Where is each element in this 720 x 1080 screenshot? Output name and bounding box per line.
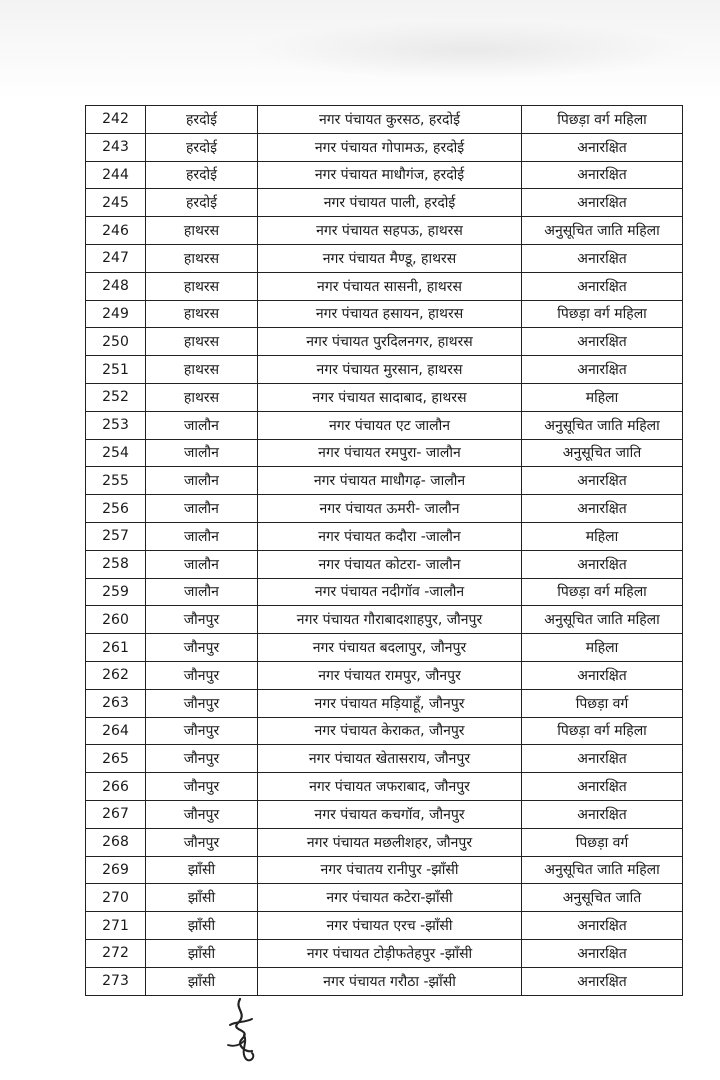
district-cell: जौनपुर (146, 689, 258, 717)
nagar-panchayat-cell: नगर पंचायत मुरसान, हाथरस (258, 356, 522, 384)
table-body (86, 106, 683, 996)
serial-number-cell: 254 (86, 439, 146, 467)
district-cell: झाँसी (146, 856, 258, 884)
table-row (86, 773, 683, 801)
nagar-panchayat-cell: नगर पंचायत कोटरा- जालौन (258, 550, 522, 578)
table-row (86, 439, 683, 467)
table-row (86, 912, 683, 940)
nagar-panchayat-cell: नगर पंचायत कचगॉव, जौनपुर (258, 800, 522, 828)
scan-header-smudge (0, 0, 720, 100)
district-cell: जालौन (146, 550, 258, 578)
table-row (86, 578, 683, 606)
district-cell: हरदोई (146, 106, 258, 134)
district-cell: जालौन (146, 467, 258, 495)
reservation-category-cell: अनारक्षित (522, 939, 683, 967)
nagar-panchayat-cell: नगर पंचायत रमपुरा- जालौन (258, 439, 522, 467)
reservation-category-cell: अनारक्षित (522, 272, 683, 300)
serial-number-cell: 258 (86, 550, 146, 578)
district-cell: जालौन (146, 495, 258, 523)
nagar-panchayat-cell: नगर पंचायत सादाबाद, हाथरस (258, 383, 522, 411)
reservation-category-cell: अनुसूचित जाति महिला (522, 606, 683, 634)
nagar-panchayat-cell: नगर पंचायत माधौगढ़- जालौन (258, 467, 522, 495)
nagar-panchayat-cell: नगर पंचातय रानीपुर -झाँसी (258, 856, 522, 884)
district-cell: जालौन (146, 522, 258, 550)
serial-number-cell: 242 (86, 106, 146, 134)
reservation-category-cell: अनारक्षित (522, 467, 683, 495)
nagar-panchayat-cell: नगर पंचायत जफराबाद, जौनपुर (258, 773, 522, 801)
table-row (86, 217, 683, 245)
reservation-category-cell: अनारक्षित (522, 495, 683, 523)
district-cell: जालौन (146, 439, 258, 467)
reservation-category-cell: अनारक्षित (522, 189, 683, 217)
serial-number-cell: 264 (86, 717, 146, 745)
table-row (86, 467, 683, 495)
table-row (86, 939, 683, 967)
reservation-category-cell: अनारक्षित (522, 244, 683, 272)
table-row (86, 522, 683, 550)
reservation-category-cell: पिछड़ा वर्ग महिला (522, 300, 683, 328)
nagar-panchayat-cell: नगर पंचायत माधौगंज, हरदोई (258, 161, 522, 189)
table-row (86, 606, 683, 634)
table-row (86, 161, 683, 189)
serial-number-cell: 251 (86, 356, 146, 384)
table-row (86, 189, 683, 217)
reservation-category-cell: पिछड़ा वर्ग महिला (522, 717, 683, 745)
table-row (86, 328, 683, 356)
serial-number-cell: 260 (86, 606, 146, 634)
nagar-panchayat-cell: नगर पंचायत कटेरा-झाँसी (258, 884, 522, 912)
district-cell: जालौन (146, 411, 258, 439)
serial-number-cell: 255 (86, 467, 146, 495)
reservation-category-cell: अनारक्षित (522, 773, 683, 801)
reservation-category-cell: अनारक्षित (522, 745, 683, 773)
reservation-category-cell: पिछड़ा वर्ग महिला (522, 578, 683, 606)
serial-number-cell: 243 (86, 133, 146, 161)
table-row (86, 717, 683, 745)
district-cell: हाथरस (146, 217, 258, 245)
serial-number-cell: 256 (86, 495, 146, 523)
handwritten-signature-icon (222, 995, 262, 1065)
nagar-panchayat-cell: नगर पंचायत पुरदिलनगर, हाथरस (258, 328, 522, 356)
serial-number-cell: 252 (86, 383, 146, 411)
serial-number-cell: 269 (86, 856, 146, 884)
serial-number-cell: 248 (86, 272, 146, 300)
nagar-panchayat-cell: नगर पंचायत ऊमरी- जालौन (258, 495, 522, 523)
reservation-category-cell: अनारक्षित (522, 661, 683, 689)
district-cell: झाँसी (146, 884, 258, 912)
serial-number-cell: 245 (86, 189, 146, 217)
table-row (86, 133, 683, 161)
reservation-category-cell: अनुसूचित जाति महिला (522, 856, 683, 884)
table-row (86, 383, 683, 411)
district-cell: जौनपुर (146, 606, 258, 634)
reservation-category-cell: अनारक्षित (522, 967, 683, 995)
serial-number-cell: 244 (86, 161, 146, 189)
reservation-category-cell: अनारक्षित (522, 912, 683, 940)
district-cell: जालौन (146, 578, 258, 606)
serial-number-cell: 257 (86, 522, 146, 550)
district-cell: हरदोई (146, 133, 258, 161)
reservation-category-cell: अनारक्षित (522, 356, 683, 384)
serial-number-cell: 263 (86, 689, 146, 717)
nagar-panchayat-cell: नगर पंचायत सासनी, हाथरस (258, 272, 522, 300)
district-cell: हाथरस (146, 300, 258, 328)
district-cell: जौनपुर (146, 717, 258, 745)
district-cell: झाँसी (146, 912, 258, 940)
table-row (86, 106, 683, 134)
nagar-panchayat-cell: नगर पंचायत एरच -झाँसी (258, 912, 522, 940)
nagar-panchayat-cell: नगर पंचायत पाली, हरदोई (258, 189, 522, 217)
nagar-panchayat-cell: नगर पंचायत हसायन, हाथरस (258, 300, 522, 328)
reservation-category-cell: अनारक्षित (522, 550, 683, 578)
reservation-category-cell: अनुसूचित जाति महिला (522, 217, 683, 245)
serial-number-cell: 266 (86, 773, 146, 801)
nagar-panchayat-cell: नगर पंचायत नदीगॉव -जालौन (258, 578, 522, 606)
district-cell: हाथरस (146, 356, 258, 384)
table-row (86, 828, 683, 856)
reservation-category-cell: महिला (522, 383, 683, 411)
serial-number-cell: 265 (86, 745, 146, 773)
reservation-category-cell: अनारक्षित (522, 800, 683, 828)
reservation-category-cell: अनारक्षित (522, 328, 683, 356)
district-cell: जौनपुर (146, 800, 258, 828)
nagar-panchayat-cell: नगर पंचायत गोपामऊ, हरदोई (258, 133, 522, 161)
district-cell: जौनपुर (146, 745, 258, 773)
reservation-category-cell: अनुसूचित जाति (522, 439, 683, 467)
table-row (86, 356, 683, 384)
table-row (86, 689, 683, 717)
reservation-category-cell: अनारक्षित (522, 133, 683, 161)
table-row (86, 300, 683, 328)
district-cell: हाथरस (146, 328, 258, 356)
serial-number-cell: 270 (86, 884, 146, 912)
district-cell: हाथरस (146, 272, 258, 300)
serial-number-cell: 271 (86, 912, 146, 940)
nagar-panchayat-cell: नगर पंचायत सहपऊ, हाथरस (258, 217, 522, 245)
table-row (86, 967, 683, 995)
table-row (86, 745, 683, 773)
serial-number-cell: 247 (86, 244, 146, 272)
serial-number-cell: 268 (86, 828, 146, 856)
reservation-category-cell: पिछड़ा वर्ग (522, 828, 683, 856)
table-row (86, 550, 683, 578)
nagar-panchayat-cell: नगर पंचायत मछलीशहर, जौनपुर (258, 828, 522, 856)
table-row (86, 634, 683, 662)
serial-number-cell: 273 (86, 967, 146, 995)
serial-number-cell: 253 (86, 411, 146, 439)
district-cell: झाँसी (146, 967, 258, 995)
serial-number-cell: 249 (86, 300, 146, 328)
nagar-panchayat-cell: नगर पंचायत कदौरा -जालौन (258, 522, 522, 550)
nagar-panchayat-cell: नगर पंचायत गौराबादशाहपुर, जौनपुर (258, 606, 522, 634)
nagar-panchayat-cell: नगर पंचायत केराकत, जौनपुर (258, 717, 522, 745)
nagar-panchayat-cell: नगर पंचायत गरौठा -झाँसी (258, 967, 522, 995)
table-row (86, 244, 683, 272)
nagar-panchayat-cell: नगर पंचायत रामपुर, जौनपुर (258, 661, 522, 689)
nagar-panchayat-cell: नगर पंचायत मैण्डू, हाथरस (258, 244, 522, 272)
serial-number-cell: 267 (86, 800, 146, 828)
table-row (86, 856, 683, 884)
serial-number-cell: 259 (86, 578, 146, 606)
table-row (86, 411, 683, 439)
district-cell: जौनपुर (146, 634, 258, 662)
reservation-table (85, 105, 683, 996)
district-cell: हाथरस (146, 383, 258, 411)
district-cell: हाथरस (146, 244, 258, 272)
serial-number-cell: 250 (86, 328, 146, 356)
reservation-category-cell: अनुसूचित जाति महिला (522, 411, 683, 439)
nagar-panchayat-cell: नगर पंचायत बदलापुर, जौनपुर (258, 634, 522, 662)
district-cell: जौनपुर (146, 661, 258, 689)
district-cell: हरदोई (146, 161, 258, 189)
nagar-panchayat-cell: नगर पंचायत कुरसठ, हरदोई (258, 106, 522, 134)
reservation-category-cell: पिछड़ा वर्ग महिला (522, 106, 683, 134)
district-cell: जौनपुर (146, 773, 258, 801)
district-cell: हरदोई (146, 189, 258, 217)
nagar-panchayat-cell: नगर पंचायत खेतासराय, जौनपुर (258, 745, 522, 773)
table-row (86, 800, 683, 828)
serial-number-cell: 272 (86, 939, 146, 967)
nagar-panchayat-cell: नगर पंचायत एट जालौन (258, 411, 522, 439)
reservation-category-cell: अनारक्षित (522, 161, 683, 189)
reservation-category-cell: महिला (522, 634, 683, 662)
serial-number-cell: 246 (86, 217, 146, 245)
table-row (86, 495, 683, 523)
nagar-panchayat-cell: नगर पंचायत मड़ियाहूँ, जौनपुर (258, 689, 522, 717)
table-row (86, 661, 683, 689)
table-row (86, 884, 683, 912)
reservation-category-cell: अनुसूचित जाति (522, 884, 683, 912)
district-cell: जौनपुर (146, 828, 258, 856)
serial-number-cell: 262 (86, 661, 146, 689)
reservation-category-cell: पिछड़ा वर्ग (522, 689, 683, 717)
table-row (86, 272, 683, 300)
nagar-panchayat-cell: नगर पंचायत टोड़ीफतेहपुर -झाँसी (258, 939, 522, 967)
district-cell: झाँसी (146, 939, 258, 967)
reservation-category-cell: महिला (522, 522, 683, 550)
serial-number-cell: 261 (86, 634, 146, 662)
